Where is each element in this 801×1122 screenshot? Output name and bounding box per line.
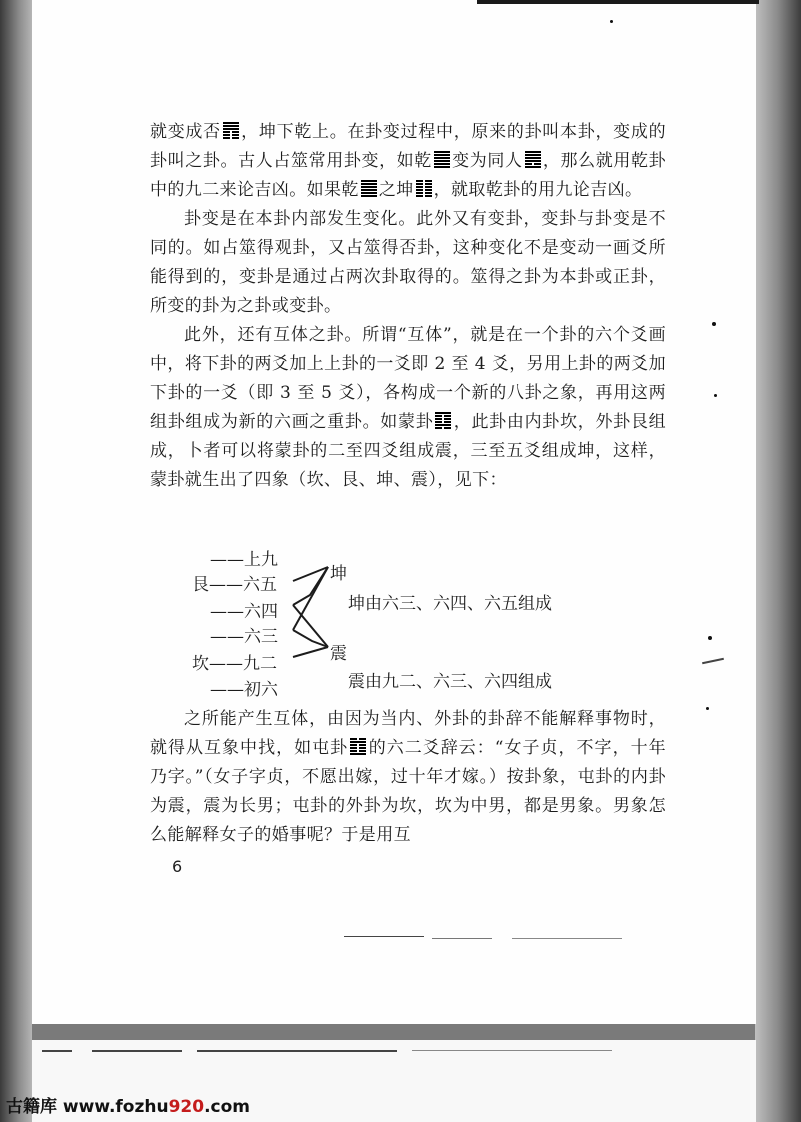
watermark-url-prefix: www.fozhu — [62, 1097, 169, 1117]
text-run: 之所能产生互体，由因为当内、外卦的卦辞不能解释事物时，就得从互象中找，如屯卦 — [150, 709, 666, 758]
connector-kun-low — [293, 567, 328, 630]
scan-line — [42, 1050, 72, 1052]
line-liuwu: 艮——六五 — [192, 575, 277, 595]
body-text-bottom — [150, 705, 666, 850]
text-run: ，坤下乾上。在卦变过程中，原来的卦叫本卦，变成的卦叫之卦。古人占筮常用卦变，如乾 — [150, 122, 666, 171]
scan-line — [197, 1050, 397, 1052]
hexagram-kun-icon — [416, 179, 432, 198]
text-run: ，那么就用乾卦中的九二来论吉凶。如果乾 — [150, 151, 666, 200]
paragraph-4 — [150, 705, 666, 850]
page-number: 6 — [172, 857, 183, 876]
hexagram-meng-icon — [435, 411, 451, 430]
paragraph-1 — [150, 118, 666, 205]
scan-speck — [714, 394, 717, 397]
line-liusi: ——六四 — [210, 602, 278, 622]
text-run: ，此卦由内卦坎，外卦艮组成，卜者可以将蒙卦的二至四爻组成震，三至五爻组成坤，这样，蒙卦就生出了四象（坎、艮、坤、震），见下： — [150, 412, 666, 490]
scan-line — [92, 1050, 182, 1052]
zhen-note: 震由九二、六三、六四组成 — [348, 672, 552, 692]
scan-speck — [706, 707, 709, 710]
text-run: ，就取乾卦的用九论吉凶。 — [433, 180, 643, 200]
body-text-top — [150, 118, 666, 495]
hexagram-zhun-icon — [350, 737, 366, 756]
scan-mark — [702, 658, 724, 665]
zhen-label: 震 — [330, 644, 347, 664]
paragraph-3 — [150, 321, 666, 495]
line-chuliu: ——初六 — [210, 680, 278, 700]
line-jiuer: 坎——九二 — [192, 654, 277, 674]
text-run: 变为同人 — [451, 151, 523, 171]
text-run: 之坤 — [378, 180, 414, 200]
connector-zhen-low — [293, 647, 328, 657]
hutii-diagram — [150, 545, 670, 703]
scan-line — [512, 938, 622, 939]
scan-line — [412, 1050, 612, 1051]
scan-speck — [712, 322, 716, 326]
watermark-url-digits: 920 — [168, 1097, 205, 1117]
hexagram-qian-icon — [361, 179, 377, 198]
scan-speck — [610, 20, 613, 23]
scan-speck — [708, 636, 712, 640]
scan-line — [432, 938, 492, 939]
connector-lines — [150, 545, 670, 703]
line-shangjiu: ——上九 — [210, 550, 278, 570]
line-liusan: ——六三 — [210, 627, 278, 647]
watermark-site-name: 古籍库 — [6, 1097, 57, 1117]
connector-zhen-mid — [293, 630, 328, 647]
paragraph-2: 卦变是在本卦内部发生变化。此外又有变卦，变卦与卦变是不同的。如占筮得观卦，又占筮得否卦，这种变化不是变动一画爻所能得到的，变卦是通过占两次卦取得的。筮得之卦为本卦或正卦，所变的卦为之卦或变卦。 — [150, 209, 666, 316]
hexagram-qian-icon — [434, 150, 450, 169]
scan-line — [344, 936, 424, 937]
kun-note: 坤由六三、六四、六五组成 — [348, 594, 552, 614]
kun-label: 坤 — [330, 564, 347, 584]
hexagram-pi-icon — [223, 121, 239, 140]
scan-left-edge — [0, 0, 32, 1122]
site-watermark — [6, 1092, 250, 1117]
text-run: 就变成否 — [150, 122, 221, 142]
watermark-url-suffix: .com — [204, 1097, 251, 1117]
scan-right-edge — [755, 0, 801, 1122]
page-top-rule — [477, 0, 759, 4]
text-run: 此外，还有互体之卦。所谓“互体”，就是在一个卦的六个爻画中，将下卦的两爻加上上卦的一爻即 2 至 4 爻，另用上卦的两爻加下卦的一爻（即 3 至 5 爻），各构成一个新的八卦之象，再用这两组卦组成为新的六画之重卦。如蒙卦 — [150, 325, 666, 432]
hexagram-tongren-icon — [525, 150, 541, 169]
text-run: 的六二爻辞云：“女子贞，不字，十年乃字。”（女子字贞，不愿出嫁，过十年才嫁。）按卦象，屯卦的内卦为震，震为长男；屯卦的外卦为坎，坎为中男，都是男象。男象怎么能解释女子的婚事呢？于是用互 — [150, 738, 666, 845]
